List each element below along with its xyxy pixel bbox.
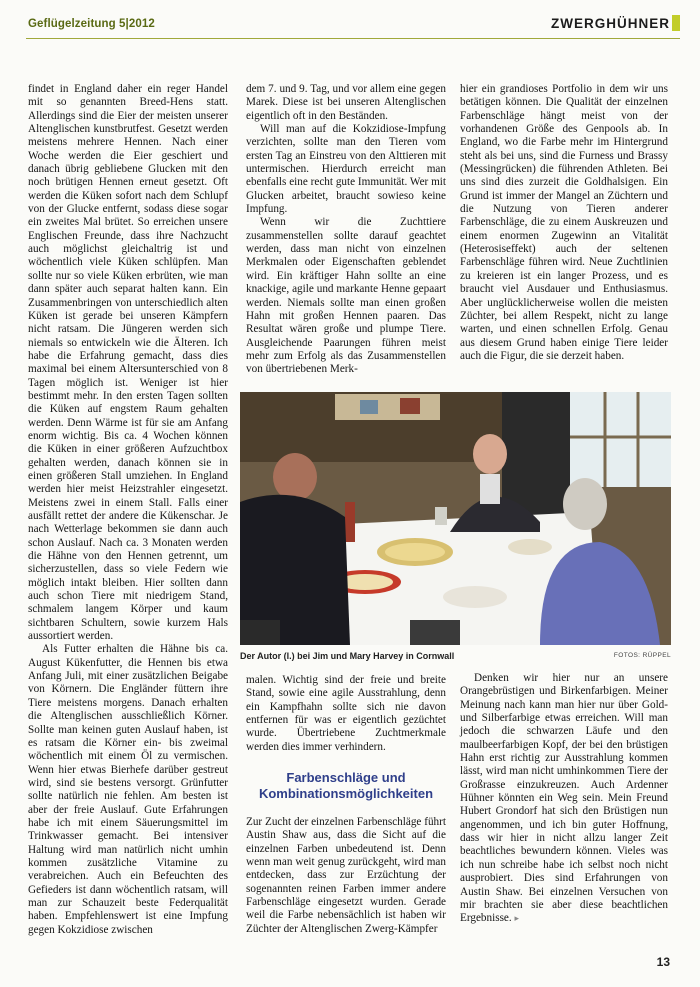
bottle bbox=[345, 502, 355, 542]
page-number: 13 bbox=[656, 955, 670, 969]
photo-caption bbox=[240, 651, 671, 661]
paragraph-text: Denken wir hier nur an unsere Orangebrüstigen und Birkenfarbigen. Meiner Meinung nach kann man hier nur über Gold- und Silberfarbige etwas erreichen. Will man jedoch die schwarzen Läufe und den maulbeerfarbigen Kopf, der bei den brüstigen Hahn erst richtig zur Ausstrahlung kommen lässt, wird man nicht umhinkommen Tiere der Großrasse einzukreuzen. Auch Ardenner Hühner könnten ein Weg sein. Mein Freund Hubert Grondorf hat sich den Brüstigen nun angenommen, und ich bin guter Hoffnung, dass wir hier in nicht allzu langer Zeit beachtliches bewundern können. Vieles was ich nun schreibe habe ich selbst noch nicht ausprobiert. Dies sind Erfahrungen von Austin Shaw. Bei einzelnen Versuchen von mir brachten sie aber diese beachtlichen Ergebnisse. bbox=[460, 672, 668, 925]
photo-credit: FOTOS: RÜPPEL bbox=[613, 652, 671, 659]
subheading-line-1: Farbenschläge und bbox=[286, 770, 406, 786]
paragraph: Als Futter erhalten die Hähne bis ca. August Kükenfutter, die Hennen bis etwa Anfang Juli, mit einer zusätzlichen Beigabe von Körnern. Die Engländer füttern ihre Tiere meistens morgens. Danach erhalten die Altenglischen ausschließlich Körner. Sollte man keinen guten Auslauf haben, ist es ratsam die Körner ein- bis zweimal wöchentlich mit einem Öl zu vermischen. Wenn hier etwas Bierhefe darüber gestreut wird, sind sie bestens versorgt. Grünfutter sollte natürlich nie fehlen. Am besten ist aber der freie Auslauf. Gute Erfahrungen habe ich mit einem Säuerungsmittel im Trinkwasser gemacht. Bei intensiver Haltung wird man natürlich nicht umhin kommen zusätzliche Vitamine zu verabreichen. Auch ein Befeuchten des Gefieders ist dann wöchentlich ratsam, will man zur Schauzeit beste Federqualität haben. Empfehlenswert ist eine Impfung gegen Kokzidiose zwischen bbox=[28, 643, 228, 936]
article-column-3-top bbox=[460, 83, 668, 363]
paragraph: Will man auf die Kokzidiose-Impfung verzichten, sollte man den Tieren vom ersten Tag an Einstreu von den Alttieren mit untermischen. Hierdurch erreicht man ebenfalls eine recht gute Immunität. Wer mit Glucken arbeitet, braucht sowieso keine Impfung. bbox=[246, 123, 446, 216]
header-section-title: ZWERGHÜHNER bbox=[551, 16, 670, 31]
article-column-2-top bbox=[246, 83, 446, 377]
person-left bbox=[273, 453, 317, 501]
subheading-line-2: Kombinationsmöglichkeiten bbox=[258, 786, 434, 802]
subheading bbox=[246, 770, 446, 802]
article-column-2-bottom bbox=[246, 674, 446, 936]
article-photo bbox=[240, 392, 671, 645]
wall-shelf bbox=[335, 394, 440, 420]
paragraph: Zur Zucht der einzelnen Farbenschläge führt Austin Shaw aus, dass die Sicht auf die einzelnen Farben unbedeutend ist. Denn wenn man weit genug zurückgeht, wird man entdecken, dass zur Erzüchtung der sogenannten reinen Farben immer andere Farbenschläge eingesetzt wurden. Gerade weil die Farbe nebensächlich ist haben wir Züchter der Altenglischen Zwerg-Kämpfer bbox=[246, 816, 446, 935]
article-column-1 bbox=[28, 83, 228, 937]
person-center bbox=[473, 434, 507, 474]
paragraph: findet in England daher ein reger Handel mit so genannten Breed-Hens statt. Allerdings sind die Eier der meisten unserer Altenglischen kunstbrutfest. Gesetzt werden meistens mehrere Hennen. Nach einer Woche werden die Eier geschiert und danach übrig gebliebene Glucken mit den noch brütigen Hennen erneut gesetzt. Oft werden die Küken sofort nach dem Schlupf von der Glucke entfernt, sodass diese sogar ein zweites Mal brütet. So erreichen unsere Englischen Freunde, dass ihre Nachzucht auch möglichst gleichaltrig ist und wöchentlich viele Küken schlüpfen. Man sollte nur so viele Küken erbrüten, wie man dann später auch separat halten kann. Ein Zusammenbringen von unterschiedlich alten Küken ist gerade bei unseren Kämpfern nicht ratsam. Die Jüngeren werden sich niemals so entwickeln wie die Älteren. Ich habe die Erfahrung gemacht, dass dies maximal bei einem Altersunterschied von 8 Tagen möglich ist. Weniger ist hier bestimmt mehr. In den ersten Tagen sollten die Küken auf engstem Raum gehalten werden. Denn Wärme ist für sie am Anfang enorm wichtig. Bis ca. 4 Wochen können die Küken in einer größeren Aufzuchtbox gehalten werden, danach können sie in einen größeren Stall umziehen. In England werden hier meist Heizstrahler eingesetzt. Meistens zwei in einem Stall. Falls einer ausfällt rettet der andere die Kükenschar. Je nach Wetterlage bekommen sie dann auch schon Auslauf. Nach ca. 3 Monaten werden die Hähne von den Hennen getrennt, um sicherzustellen, dass so viele Federn wie möglich intakt bleiben. Hier sollten dann auch schon Tiere mit niedrigem Stand, schmalem langem Körper und kaum sichtbaren Schultern, sowie kurzem Hals aussortiert werden. bbox=[28, 83, 228, 643]
header-magazine-title: Geflügelzeitung 5|2012 bbox=[28, 18, 155, 30]
caption-text: Der Autor (l.) bei Jim und Mary Harvey in Cornwall bbox=[240, 651, 455, 661]
paragraph: malen. Wichtig sind der freie und breite Stand, sowie eine agile Ausstrahlung, denn ein Kampfhahn sollte sich nie davon entfernen für was er eigentlich gezüchtet wurde. Übertriebene Zuchtmerkmale werden dies immer verhindern. bbox=[246, 674, 446, 753]
article-column-3-bottom bbox=[460, 672, 668, 926]
header-color-tab bbox=[672, 15, 680, 31]
paragraph: hier ein grandioses Portfolio in dem wir uns betätigen können. Die Qualität der einzelnen Farbenschläge hängt meist von der vorhandenen Größe des Genpools ab. In England, wo die Farbe mehr im Hintergrund steht als bei uns, sind die Furness und Brassy (Messingrücken) die führenden Athleten. Bei uns sind dies zurzeit die Goldhalsigen. Ein Grund ist immer der Mangel an Züchtern und die Nutzung von Tieren anderer Farbenschläge, die zu einem Auskreuzen und einem enormen Zugewinn an Vitalität (Heterosiseffekt) auch der seltenen Farbenschläge führen wird. Neue Zuchtlinien zu kreieren ist ein langer Prozess, und es braucht viel Ausdauer und Enthusiasmus. Aber unglücklicherweise wollen die meisten Züchter, bei allem Respekt, nicht zu lange warten, und einen schnellen Erfolg. Genau aus diesem Grund haben einige Tiere leider auch die Figur, die sie derzeit haben. bbox=[460, 83, 668, 362]
person-right bbox=[563, 478, 607, 530]
window bbox=[570, 392, 671, 487]
paragraph: dem 7. und 9. Tag, und vor allem eine gegen Marek. Diese ist bei unseren Altenglischen eigentlich oft in den Beständen. bbox=[246, 83, 446, 122]
photo-scene bbox=[240, 392, 671, 645]
header-rule bbox=[26, 38, 680, 39]
paragraph bbox=[460, 672, 668, 926]
paragraph: Wenn wir die Zuchttiere zusammenstellen sollte darauf geachtet werden, dass man nicht von einzelnen Merkmalen oder Eigenschaften geblendet wird. Ein kräftiger Hahn sollte an eine knackige, agile und markante Henne gepaart werden. Niemals sollte man einen großen Hahn mit großen Hennen paaren. Das Resultat wären große und plumpe Tiere. Ausgleichende Paarungen führen meist mehr zum Erfolg als das Zusammenstellen von übertriebenen Merk- bbox=[246, 216, 446, 376]
continue-arrow-icon: ▸ bbox=[514, 913, 520, 924]
